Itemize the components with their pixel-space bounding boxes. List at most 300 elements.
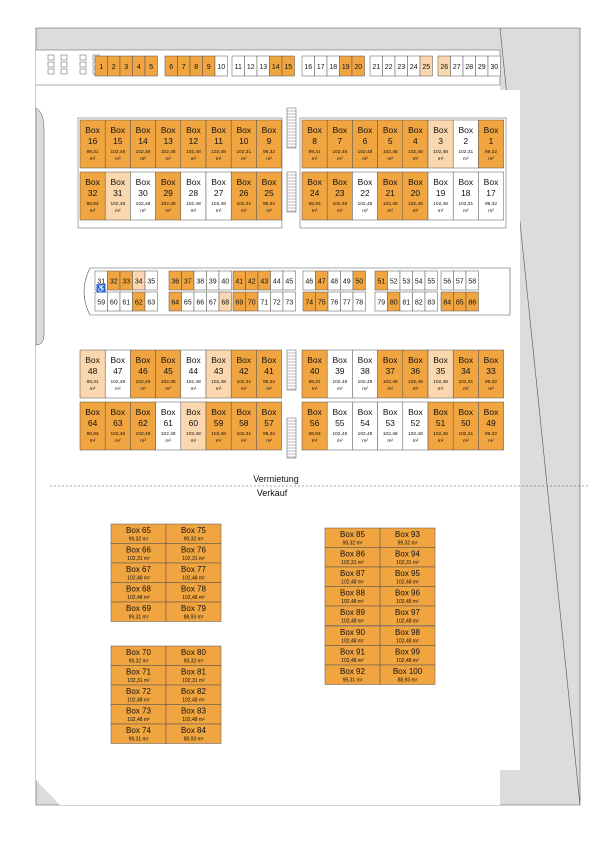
storage-box[interactable] [302, 402, 327, 450]
parking-space[interactable] [454, 292, 467, 311]
sale-box[interactable] [380, 646, 435, 666]
sale-box-label: Box 92 [340, 667, 365, 676]
box-word: Box [357, 355, 373, 365]
storage-box[interactable] [352, 350, 377, 398]
box-unit: m² [437, 157, 444, 162]
box-area: 102,48 [110, 150, 126, 155]
parking-space[interactable] [108, 292, 121, 311]
storage-box[interactable] [206, 172, 231, 220]
sale-box[interactable] [325, 548, 380, 568]
parking-number: 34 [134, 278, 143, 286]
sale-box[interactable] [380, 548, 435, 568]
box-unit: m² [463, 209, 469, 214]
storage-box[interactable] [327, 120, 352, 168]
parking-space[interactable] [282, 56, 295, 76]
box-word: Box [382, 177, 398, 187]
storage-box[interactable] [327, 172, 352, 220]
storage-box[interactable] [130, 172, 155, 220]
box-number: 20 [410, 188, 421, 198]
box-area: 102,48 [332, 432, 348, 437]
storage-box[interactable] [156, 172, 181, 220]
storage-box[interactable] [156, 120, 181, 168]
box-unit: m² [89, 157, 96, 162]
box-number: 17 [486, 188, 496, 198]
box-area: 102,48 [408, 432, 423, 437]
parking-number: 60 [109, 299, 118, 307]
storage-box[interactable] [105, 350, 130, 398]
box-word: Box [483, 125, 499, 135]
box-word: Box [332, 407, 348, 417]
parking-space[interactable] [463, 56, 476, 76]
box-number: 19 [435, 188, 446, 198]
sale-box[interactable] [111, 583, 166, 603]
sale-box[interactable] [166, 666, 221, 686]
box-unit: m² [89, 439, 96, 444]
parking-space[interactable] [95, 56, 108, 76]
parking-space[interactable] [425, 292, 438, 311]
box-number: 26 [239, 188, 249, 198]
box-word: Box [211, 355, 226, 365]
storage-box[interactable] [231, 172, 256, 220]
parking-space[interactable] [353, 271, 366, 290]
storage-box[interactable] [403, 172, 428, 220]
box-unit: m² [488, 209, 494, 214]
parking-space[interactable] [194, 292, 207, 311]
parking-space[interactable] [257, 56, 270, 76]
box-number: 33 [486, 366, 496, 376]
sale-box[interactable] [111, 705, 166, 725]
storage-box[interactable] [478, 350, 503, 398]
storage-box[interactable] [453, 172, 478, 220]
parking-space[interactable] [120, 292, 133, 311]
rack-slot [80, 55, 86, 60]
parking-space[interactable] [328, 292, 341, 311]
sale-box[interactable] [111, 544, 166, 564]
sale-box[interactable] [325, 587, 380, 607]
stairs-2 [287, 172, 296, 212]
storage-box[interactable] [352, 402, 377, 450]
parking-space[interactable] [340, 56, 353, 76]
parking-number: 84 [443, 299, 452, 307]
sale-box[interactable] [166, 685, 221, 705]
sale-box[interactable] [380, 606, 435, 626]
storage-box[interactable] [231, 350, 256, 398]
parking-space[interactable] [182, 292, 195, 311]
sale-box[interactable] [166, 563, 221, 583]
parking-space[interactable] [194, 271, 207, 290]
storage-box[interactable] [206, 402, 231, 450]
sale-box[interactable] [325, 646, 380, 666]
sale-box[interactable] [166, 583, 221, 603]
box-area: 102,48 [357, 150, 373, 155]
box-area: 102,48 [160, 432, 176, 437]
box-area: 99,31 [308, 150, 321, 155]
parking-number: 49 [342, 278, 351, 286]
parking-space[interactable] [438, 56, 451, 76]
sale-box-area: 102,31 m² [182, 556, 205, 562]
box-area: 102,48 [433, 380, 448, 385]
storage-box[interactable] [403, 402, 428, 450]
box-area: 99,32 [484, 432, 498, 437]
storage-box[interactable] [327, 350, 352, 398]
sale-box-area: 102,48 m² [341, 618, 364, 625]
sale-box-label: Box 71 [126, 667, 151, 677]
parking-space[interactable] [476, 56, 489, 76]
storage-box[interactable] [403, 350, 428, 398]
parking-space[interactable] [352, 56, 365, 76]
sale-box[interactable] [111, 646, 166, 666]
sale-box[interactable] [111, 666, 166, 686]
storage-box[interactable] [231, 402, 256, 450]
storage-box[interactable] [105, 172, 130, 220]
parking-space[interactable] [328, 271, 341, 290]
parking-number: 44 [272, 278, 281, 286]
parking-space[interactable] [120, 56, 133, 76]
box-word: Box [458, 355, 474, 365]
sale-box[interactable] [380, 626, 435, 646]
parking-space[interactable] [246, 292, 259, 311]
storage-box[interactable] [478, 402, 503, 450]
box-word: Box [357, 125, 373, 135]
storage-box[interactable] [327, 402, 352, 450]
sale-box[interactable] [166, 646, 221, 666]
box-word: Box [433, 125, 448, 135]
box-area: 99,32 [484, 202, 498, 207]
storage-box[interactable] [403, 120, 428, 168]
parking-space[interactable] [327, 56, 340, 76]
parking-space[interactable] [341, 292, 354, 311]
sale-box-label: Box 65 [126, 526, 151, 535]
sale-box-area: 102,48 m² [396, 658, 419, 664]
sale-box[interactable] [325, 606, 380, 626]
box-area: 102,48 [160, 150, 176, 155]
parking-space[interactable] [420, 56, 433, 76]
box-word: Box [110, 177, 126, 187]
parking-number: 42 [247, 278, 256, 286]
parking-space[interactable] [182, 271, 195, 290]
parking-space[interactable] [219, 292, 232, 311]
box-word: Box [160, 125, 176, 135]
box-word: Box [236, 407, 252, 417]
sale-block-b-lower [325, 626, 435, 685]
box-unit: m² [266, 157, 272, 162]
storage-box[interactable] [256, 350, 281, 398]
box-number: 44 [188, 366, 199, 376]
parking-space[interactable] [400, 271, 413, 290]
parking-space[interactable] [425, 271, 438, 290]
sale-block-a-upper [111, 524, 221, 622]
storage-box[interactable] [428, 402, 453, 450]
sale-box-area: 102,48 m² [127, 595, 150, 601]
parking-space[interactable] [441, 271, 454, 290]
parking-space[interactable] [413, 271, 426, 290]
sale-box[interactable] [111, 685, 166, 705]
box-word: Box [261, 407, 277, 417]
parking-space[interactable] [388, 271, 401, 290]
box-unit: m² [311, 209, 318, 214]
parking-number: 50 [355, 278, 364, 286]
parking-number: 7 [181, 64, 186, 71]
sale-box-area: 102,48 m² [127, 697, 150, 704]
parking-space[interactable] [353, 292, 366, 311]
parking-space[interactable] [316, 292, 329, 311]
box-area: 102,31 [236, 150, 252, 155]
box-area: 99,32 [262, 202, 276, 207]
parking-space[interactable] [133, 56, 146, 76]
parking-space[interactable] [120, 271, 133, 290]
parking-space[interactable] [315, 56, 328, 76]
parking-space[interactable] [165, 56, 178, 76]
parking-space[interactable] [271, 292, 284, 311]
parking-number: 35 [147, 278, 156, 286]
parking-space[interactable] [145, 292, 158, 311]
sale-box[interactable] [380, 567, 435, 587]
box-unit: m² [140, 157, 146, 162]
sale-box-label: Box 79 [181, 604, 206, 613]
box-unit: m² [190, 209, 197, 214]
sale-box[interactable] [325, 665, 380, 685]
parking-space[interactable] [303, 271, 316, 290]
parking-space[interactable] [316, 271, 329, 290]
parking-number: 55 [427, 278, 436, 286]
sale-box[interactable] [325, 567, 380, 587]
parking-space[interactable] [108, 56, 121, 76]
parking-space[interactable] [133, 271, 146, 290]
box-word: Box [261, 355, 277, 365]
box-number: 39 [335, 366, 345, 376]
storage-box[interactable] [105, 120, 130, 168]
box-unit: m² [387, 209, 393, 214]
box-number: 49 [486, 418, 496, 428]
parking-space[interactable] [108, 271, 121, 290]
parking-space[interactable] [302, 56, 315, 76]
parking-space[interactable] [451, 56, 464, 76]
storage-box[interactable] [256, 402, 281, 450]
storage-box[interactable] [302, 172, 327, 220]
box-unit: m² [337, 387, 343, 392]
sale-box[interactable] [111, 724, 166, 744]
sale-box-label: Box 98 [395, 628, 420, 637]
storage-box[interactable] [130, 120, 155, 168]
storage-box[interactable] [181, 120, 206, 168]
storage-box[interactable] [428, 172, 453, 220]
storage-box[interactable] [453, 350, 478, 398]
parking-space[interactable] [271, 271, 284, 290]
rack-slot [80, 69, 86, 74]
sale-box[interactable] [325, 528, 380, 548]
box-word: Box [483, 355, 499, 365]
sale-box-label: Box 77 [181, 565, 206, 574]
storage-box[interactable] [130, 350, 155, 398]
storage-box[interactable] [378, 350, 403, 398]
storage-box[interactable] [80, 172, 105, 220]
wheelchair-icon: ♿ [96, 284, 106, 293]
stairs-4 [287, 418, 296, 458]
box-number: 60 [188, 418, 199, 428]
parking-space[interactable] [245, 56, 258, 76]
parking-space[interactable] [95, 292, 108, 311]
parking-space[interactable] [388, 292, 401, 311]
storage-box[interactable] [256, 172, 281, 220]
sale-box[interactable] [111, 524, 166, 544]
parking-space[interactable] [441, 292, 454, 311]
parking-space[interactable] [145, 56, 158, 76]
parking-space[interactable] [383, 56, 396, 76]
storage-box[interactable] [80, 120, 105, 168]
box-unit: m² [115, 157, 121, 162]
storage-box[interactable] [352, 172, 377, 220]
storage-box[interactable] [378, 120, 403, 168]
parking-number: 11 [234, 64, 242, 71]
sale-block-b-upper [325, 528, 435, 626]
box-unit: m² [266, 209, 272, 214]
box-unit: m² [362, 387, 368, 392]
sale-box[interactable] [380, 528, 435, 548]
parking-number: 78 [355, 299, 364, 307]
box-unit: m² [362, 157, 368, 162]
storage-box[interactable] [231, 120, 256, 168]
parking-number: 41 [235, 278, 244, 286]
divider-label-lower: Verkauf [256, 488, 288, 498]
storage-box[interactable] [378, 172, 403, 220]
parking-space[interactable] [400, 292, 413, 311]
box-area: 102,48 [211, 150, 226, 155]
parking-space[interactable] [370, 56, 383, 76]
sale-box[interactable] [166, 724, 221, 744]
parking-space[interactable] [466, 292, 479, 311]
storage-box[interactable] [352, 120, 377, 168]
sale-box-area: 88,93 m² [183, 614, 204, 621]
parking-space[interactable] [169, 271, 182, 290]
parking-space[interactable] [178, 56, 191, 76]
sale-box[interactable] [380, 665, 435, 685]
parking-space[interactable] [246, 271, 259, 290]
sale-box[interactable] [166, 524, 221, 544]
parking-space[interactable] [215, 56, 228, 76]
box-word: Box [433, 355, 448, 365]
parking-number: 82 [414, 299, 423, 307]
parking-space[interactable] [283, 292, 296, 311]
parking-number: 33 [122, 278, 131, 286]
storage-box[interactable] [105, 402, 130, 450]
box-word: Box [85, 177, 100, 187]
storage-box[interactable] [181, 350, 206, 398]
parking-space[interactable] [233, 271, 246, 290]
sale-box[interactable] [111, 602, 166, 622]
parking-space[interactable] [169, 292, 182, 311]
storage-box[interactable] [206, 350, 231, 398]
box-word: Box [211, 407, 226, 417]
box-area: 102,48 [332, 150, 348, 155]
sale-box-area: 102,48 m² [182, 575, 205, 582]
parking-space[interactable] [408, 56, 421, 76]
parking-space[interactable] [454, 271, 467, 290]
parking-number: 40 [221, 278, 230, 286]
parking-number: 53 [402, 278, 411, 286]
storage-box[interactable] [130, 402, 155, 450]
parking-space[interactable] [207, 271, 220, 290]
parking-space[interactable] [203, 56, 216, 76]
storage-box[interactable] [428, 350, 453, 398]
parking-space[interactable] [233, 292, 246, 311]
storage-box[interactable] [378, 402, 403, 450]
sale-box-area: 102,48 m² [182, 697, 205, 704]
storage-box[interactable] [181, 172, 206, 220]
parking-number: 32 [109, 278, 118, 286]
sale-box[interactable] [325, 626, 380, 646]
box-area: 102,48 [135, 432, 151, 437]
parking-space[interactable] [258, 271, 271, 290]
parking-number: 27 [452, 64, 461, 71]
sale-box[interactable] [380, 587, 435, 607]
box-word: Box [236, 125, 252, 135]
parking-space[interactable] [258, 292, 271, 311]
storage-box[interactable] [181, 402, 206, 450]
box-area: 102,48 [382, 380, 398, 385]
parking-space[interactable] [270, 56, 283, 76]
storage-box[interactable] [478, 172, 503, 220]
storage-box[interactable] [80, 402, 105, 450]
parking-space[interactable] [413, 292, 426, 311]
box-number: 35 [435, 366, 446, 376]
parking-space[interactable] [207, 292, 220, 311]
box-unit: m² [362, 209, 368, 214]
rack-slot [61, 55, 67, 60]
sale-box-area: 102,31 m² [396, 560, 419, 566]
sale-box[interactable] [166, 705, 221, 725]
storage-box[interactable] [80, 350, 105, 398]
box-number: 11 [214, 136, 224, 146]
parking-space[interactable] [395, 56, 408, 76]
parking-space[interactable] [190, 56, 203, 76]
parking-space[interactable] [303, 292, 316, 311]
parking-space[interactable] [145, 271, 158, 290]
box-area: 102,48 [382, 432, 398, 437]
sale-box[interactable] [111, 563, 166, 583]
parking-number: 63 [147, 299, 156, 307]
sale-box[interactable] [166, 544, 221, 564]
parking-number: 19 [341, 64, 350, 71]
sale-box[interactable] [166, 602, 221, 622]
storage-box[interactable] [453, 120, 478, 168]
box-word: Box [110, 355, 126, 365]
storage-box[interactable] [302, 120, 327, 168]
box-number: 9 [266, 136, 272, 146]
parking-space[interactable] [375, 271, 388, 290]
parking-space[interactable] [488, 56, 501, 76]
storage-box[interactable] [156, 350, 181, 398]
box-unit: m² [215, 439, 222, 444]
parking-space[interactable] [133, 292, 146, 311]
box-word: Box [483, 177, 499, 187]
parking-space[interactable] [232, 56, 245, 76]
parking-space[interactable] [341, 271, 354, 290]
box-word: Box [186, 177, 201, 187]
box-area: 102,48 [211, 202, 226, 207]
storage-box[interactable] [302, 350, 327, 398]
parking-space[interactable] [219, 271, 232, 290]
parking-space[interactable] [283, 271, 296, 290]
parking-space[interactable] [466, 271, 479, 290]
storage-box[interactable] [256, 120, 281, 168]
storage-box[interactable] [428, 120, 453, 168]
storage-box[interactable] [156, 402, 181, 450]
storage-box[interactable] [478, 120, 503, 168]
box-area: 102,48 [110, 380, 126, 385]
storage-box[interactable] [453, 402, 478, 450]
parking-space[interactable] [375, 292, 388, 311]
storage-box[interactable] [206, 120, 231, 168]
